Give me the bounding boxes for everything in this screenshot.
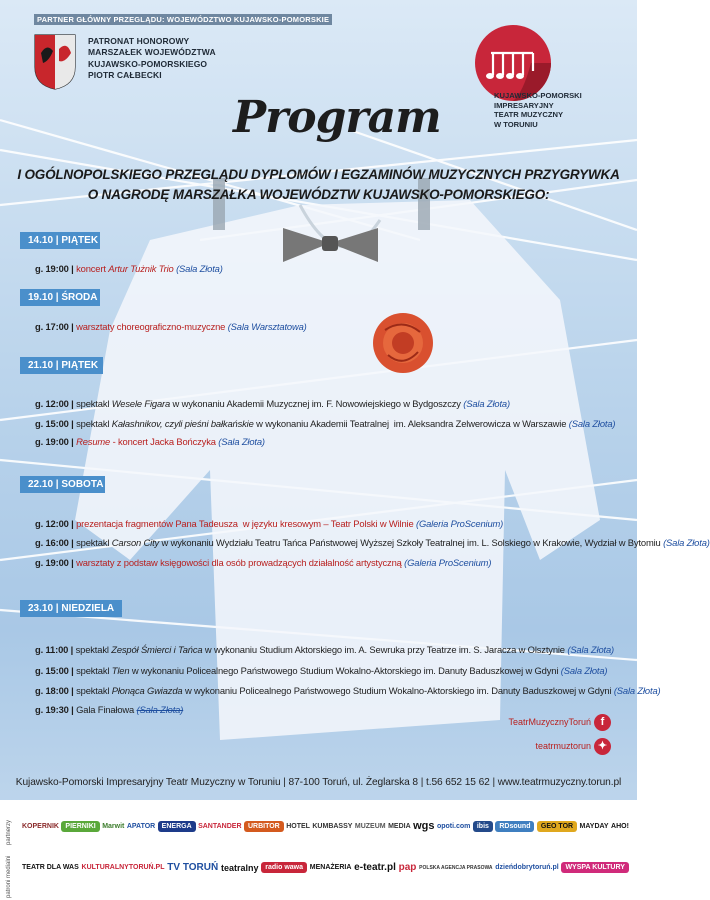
event-separator: | [68, 685, 77, 696]
event-separator: | [68, 321, 77, 332]
event-description: w wykonaniu Wydziału Teatru Tańca Państwowej Wyższej Szkoły Teatralnej im. L. Solskiego w Krakowie, Wydział w Bytomiu [159, 537, 664, 548]
event-description: Carson City [111, 537, 160, 548]
sponsor-logo: PIERNIKI [61, 821, 99, 832]
sponsor-logo: opoti.com [436, 822, 471, 830]
day-header: 22.10 | SOBOTA [20, 476, 105, 493]
day-header: 14.10 | PIĄTEK [20, 232, 100, 249]
main-partner-line: PARTNER GŁÓWNY PRZEGLĄDU: WOJEWÓDZTWO KUJAWSKO-POMORSKIE [34, 14, 332, 25]
event-description: Tlen [111, 665, 130, 676]
event-row [35, 436, 265, 447]
event-row [35, 398, 510, 409]
event-row [35, 321, 307, 332]
day-header: 23.10 | NIEDZIELA [20, 600, 122, 617]
twitter-handle[interactable]: teatrmuztorun [535, 741, 591, 751]
event-row [35, 644, 614, 655]
media-patron-logo: MENAŻERIA [309, 864, 352, 871]
event-description: warsztaty choreograficzno-muzyczne [76, 321, 226, 332]
event-description: - koncert Jacka Bończyka [110, 436, 216, 447]
patronat-line: PIOTR CAŁBECKI [88, 70, 162, 81]
event-time: g. 16:00 [35, 537, 69, 548]
event-time: g. 12:00 [35, 398, 69, 409]
event-time: g. 19:00 [35, 557, 69, 568]
event-description: spektakl [76, 665, 112, 676]
media-patron-logo: TEATR DLA WAS [22, 864, 79, 871]
event-venue: (Sala Złota) [568, 418, 616, 429]
day-header: 19.10 | ŚRODA [20, 289, 100, 306]
event-row [35, 537, 710, 548]
event-time: g. 12:00 [35, 518, 69, 529]
event-venue: (Sala Złota) [560, 665, 608, 676]
event-venue: (Galeria ProScenium) [413, 518, 504, 529]
event-description: warsztaty z podstaw księgowości dla osób prowadzących działalność artystyczną [76, 557, 402, 568]
event-separator: | [68, 398, 77, 409]
patronat-line: KUJAWSKO-POMORSKIEGO [88, 58, 208, 69]
sponsor-logo: MAYDAY [579, 822, 609, 830]
media-patron-logo: POLSKA AGENCJA PRASOWA [419, 864, 493, 871]
sponsor-logo: AHO! [611, 822, 629, 830]
event-time: g. 18:00 [35, 685, 69, 696]
event-description: spektakl [76, 537, 112, 548]
event-venue: (Sala Złota) [663, 537, 710, 548]
event-separator: | [68, 518, 77, 529]
sponsor-logo: ENERGA [158, 821, 196, 832]
theatre-logo-text [494, 91, 582, 129]
event-time: g. 19:30 [35, 704, 69, 715]
facebook-icon[interactable]: f [594, 714, 611, 731]
event-time: g. 17:00 [35, 321, 69, 332]
page-title: Program [233, 92, 441, 143]
media-patrons-row [22, 862, 629, 873]
sponsor-logo: ibis [473, 821, 493, 832]
event-description: Zespół Śmierci i Tańca [111, 644, 203, 655]
sponsor-logo: HOTEL [286, 822, 310, 830]
voivodeship-crest-icon [33, 33, 77, 91]
media-patron-logo: e-teatr.pl [354, 862, 396, 873]
event-separator: | [68, 418, 77, 429]
subtitle-line-2: O NAGRODĘ MARSZAŁKA WOJEWÓDZTW KUJAWSKO-POMORSKIEGO: [87, 187, 550, 202]
event-row [35, 704, 183, 715]
media-patron-logo: TV TORUŃ [167, 862, 219, 873]
sponsor-logo: MEDIA [388, 822, 411, 830]
event-row [35, 518, 503, 529]
patronat-line: PATRONAT HONOROWY [88, 36, 190, 46]
partners-side-label: partnerzy [6, 819, 12, 845]
media-patron-logo: teatralny [220, 862, 259, 873]
media-patron-logo: radio wawa [261, 862, 307, 873]
partners-row [22, 820, 629, 832]
event-description: w wykonaniu Akademii Muzycznej im. F. Nowowiejskiego w Bydgoszczy [170, 398, 464, 409]
event-time: g. 19:00 [35, 263, 69, 274]
sponsor-logo: wgs [413, 820, 435, 832]
event-description: spektakl [76, 398, 112, 409]
event-row [35, 685, 660, 696]
event-row [35, 418, 615, 429]
event-description: spektakl [76, 685, 112, 696]
sponsor-logo: MUZEUM [354, 822, 386, 830]
event-description: prezentacja fragmentów Pana Tadeusza w języku kresowym – Teatr Polski w Wilnie [76, 518, 414, 529]
media-patron-logo: KULTURALNYTORUŃ.PL [81, 864, 165, 871]
sponsor-logo: SANTANDER [198, 822, 242, 830]
event-separator: | [68, 644, 76, 655]
event-time: g. 15:00 [35, 665, 69, 676]
media-patron-logo: WYSPA KULTURY [561, 862, 629, 873]
event-venue: (Galeria ProScenium) [401, 557, 492, 568]
logo-text-line: IMPRESARYJNY [494, 100, 554, 110]
event-time: g. 11:00 [35, 644, 69, 655]
event-description: w wykonaniu Policealnego Państwowego Studium Wokalno-Aktorskiego im. Danuty Baduszkowej w Gdyni [129, 665, 561, 676]
twitter-icon[interactable]: ✦ [594, 738, 611, 755]
event-description: Płonąca Gwiazda [111, 685, 183, 696]
event-venue: (Sala Złota) [613, 685, 661, 696]
shirt-illustration [75, 200, 600, 740]
event-description: Wesele Figara [111, 398, 171, 409]
media-patron-logo: pap [398, 862, 417, 873]
facebook-handle[interactable]: TeatrMuzycznyToruń [508, 717, 591, 727]
patronat-line: MARSZAŁEK WOJEWÓDZTWA [88, 47, 216, 58]
event-description: Kałashnikov, czyli pieśni bałkańskie [111, 418, 254, 429]
event-separator: | [68, 263, 77, 274]
event-description: Resume [76, 436, 111, 447]
sponsors-strip [0, 800, 637, 900]
sponsor-logo: GEO TOR [537, 821, 577, 832]
event-venue: (Sala Złota) [136, 704, 184, 715]
event-description: w wykonaniu Studium Aktorskiego im. A. Sewruka przy Teatrze im. S. Jaracza w Olsztynie [202, 644, 568, 655]
honorary-patronage [88, 36, 216, 82]
sponsor-logo: KOPERNIK [22, 822, 59, 830]
event-row [35, 263, 223, 274]
subtitle-line-1: I OGÓLNOPOLSKIEGO PRZEGLĄDU DYPLOMÓW I EGZAMINÓW MUZYCZNYCH PRZYGRYWKA [17, 167, 620, 182]
event-row [35, 665, 607, 676]
media-patron-logo: dzieńdobrytoruń.pl [495, 864, 559, 871]
sponsor-logo: APATOR [126, 822, 156, 830]
event-venue: (Sala Złota) [567, 644, 614, 655]
sponsor-logo: KUMBASSY [312, 822, 353, 830]
sponsor-logo: Marwit [102, 822, 125, 830]
footer-contact: Kujawsko-Pomorski Impresaryjny Teatr Muzyczny w Toruniu | 87-100 Toruń, ul. Żeglarska 8 | t.56 652 15 62 | www.teatrmuzyczny.torun.pl [15, 777, 622, 788]
event-separator: | [68, 436, 77, 447]
event-description: Gala Finałowa [76, 704, 137, 715]
event-venue: (Sala Złota) [173, 263, 223, 274]
logo-text-line: TEATR MUZYCZNY [494, 110, 564, 120]
event-time: g. 15:00 [35, 418, 69, 429]
event-description: w wykonaniu Akademii Teatralnej im. Aleksandra Zelwerowicza w Warszawie [253, 418, 569, 429]
logo-text-line: W TORUNIU [494, 119, 538, 129]
event-venue: (Sala Złota) [215, 436, 265, 447]
day-header: 21.10 | PIĄTEK [20, 357, 103, 374]
event-venue: (Sala Złota) [463, 398, 510, 409]
sponsor-logo: URBITOR [244, 821, 284, 832]
event-venue: (Sala Warsztatowa) [225, 321, 307, 332]
event-row [35, 557, 491, 568]
event-separator: | [68, 557, 77, 568]
sponsor-logo: RDsound [495, 821, 534, 832]
event-separator: | [68, 704, 77, 715]
event-separator: | [68, 665, 77, 676]
logo-text-line: KUJAWSKO-POMORSKI [494, 91, 582, 100]
event-time: g. 19:00 [35, 436, 69, 447]
event-description: koncert [76, 263, 109, 274]
event-description: spektakl [76, 418, 112, 429]
rose-illustration [373, 313, 433, 373]
event-separator: | [68, 537, 77, 548]
event-description: spektakl [75, 644, 112, 655]
media-patrons-side-label: patroni medialni [6, 855, 12, 898]
event-description: Artur Tużnik Trio [108, 263, 174, 274]
event-description: w wykonaniu Policealnego Państwowego Studium Wokalno-Aktorskiego im. Danuty Baduszkowej w Gdyni [182, 685, 614, 696]
